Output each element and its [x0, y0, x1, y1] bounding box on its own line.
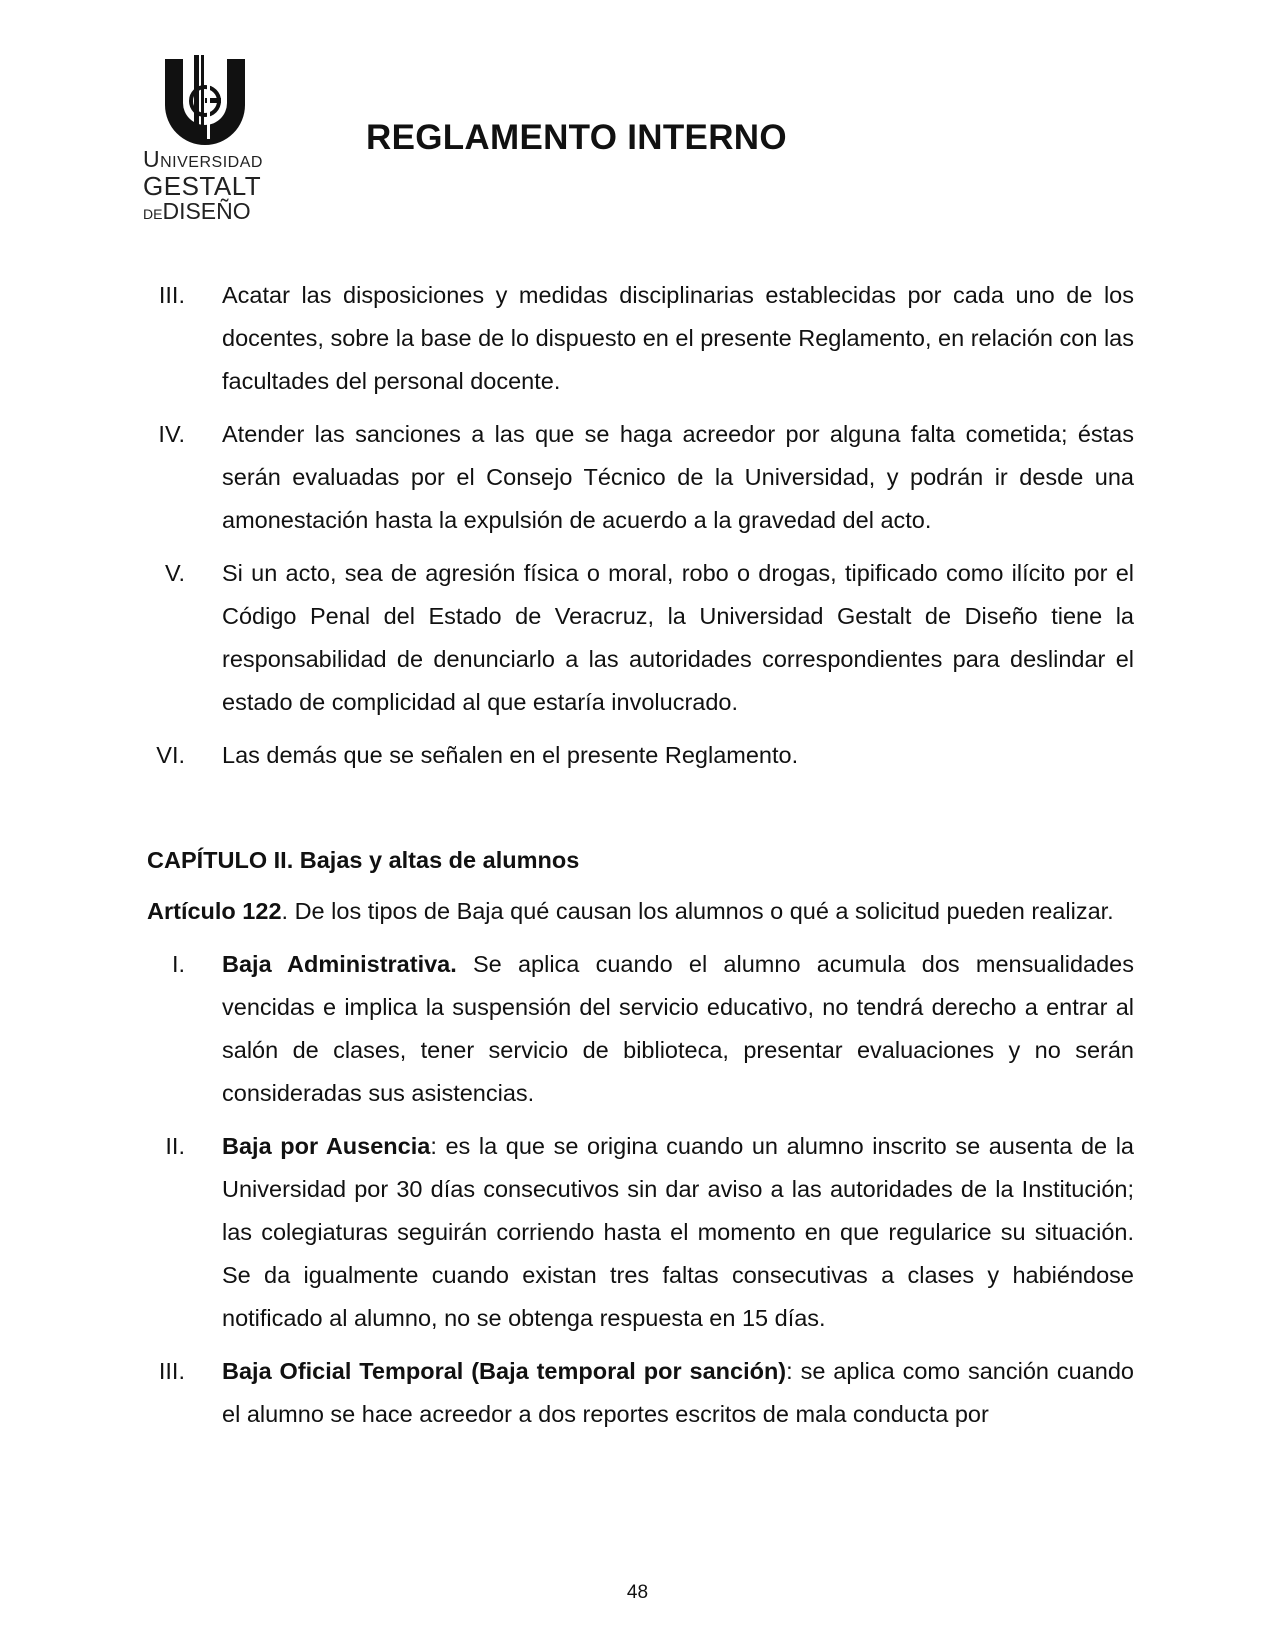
list-item-text: Se aplica cuando el alumno acumula dos mensualidades vencidas e implica la suspensión del servicio educativo, no tendrá derecho a entrar al salón de clases, tener servicio de biblioteca, presentar evaluaciones y no serán consideradas sus asistencias.	[222, 951, 1134, 1106]
article-label: Artículo 122	[147, 898, 282, 924]
list-item-text: Acatar las disposiciones y medidas disciplinarias establecidas por cada uno de los docentes, sobre la base de lo dispuesto en el presente Reglamento, en relación con las facultades del personal docente.	[222, 282, 1134, 394]
list-item-text: : es la que se origina cuando un alumno inscrito se ausenta de la Universidad por 30 días consecutivos sin dar aviso a las autoridades de la Institución; las colegiaturas seguirán corriendo hasta el momento en que regularice su situación. Se da igualmente cuando existan tres faltas consecutivas a clases y habiéndose notificado al alumno, no se obtenga respuesta en 15 días.	[222, 1133, 1135, 1331]
list-item-number: III.	[158, 282, 185, 308]
document-title: REGLAMENTO INTERNO	[366, 118, 787, 157]
logo-text-gestalt: GESTALT	[143, 171, 262, 201]
page-number: 48	[626, 1582, 649, 1603]
list-item-text: Atender las sanciones a las que se haga acreedor por alguna falta cometida; éstas serán evaluadas por el Consejo Técnico de la Universidad, y podrán ir desde una amonestación hasta la expulsión de acuerdo a la gravedad del acto.	[222, 421, 1134, 533]
page-content	[147, 274, 1134, 1446]
list-item	[147, 734, 1134, 777]
list-item-text: Si un acto, sea de agresión física o moral, robo o drogas, tipificado como ilícito por el Código Penal del Estado de Veracruz, la Universidad Gestalt de Diseño tiene la responsabilidad de denunciarlo a las autoridades correspondientes para deslindar el estado de complicidad al que estaría involucrado.	[222, 560, 1134, 715]
article-text: . De los tipos de Baja qué causan los alumnos o qué a solicitud pueden realizar.	[281, 898, 1114, 924]
list-item	[147, 552, 1134, 724]
logo-text-university: NIVERSIDAD	[160, 154, 263, 171]
list-item	[147, 943, 1134, 1115]
list-item	[147, 1350, 1134, 1436]
list-item	[147, 274, 1134, 403]
page-header	[0, 0, 1275, 240]
list-item	[147, 413, 1134, 542]
list-item-number: II.	[165, 1133, 185, 1159]
list-item-text: Las demás que se señalen en el presente Reglamento.	[222, 742, 799, 768]
ug-emblem-icon	[161, 55, 249, 145]
list-item-number: VI.	[156, 742, 185, 768]
university-logo	[143, 55, 273, 230]
list-item-text: : se aplica como sanción cuando el alumno se hace acreedor a dos reportes escritos de mala conducta por	[222, 1358, 1134, 1427]
logo-text-diseno: DISEÑO	[162, 198, 251, 224]
logo-text-initial: U	[143, 146, 161, 172]
list-item	[147, 1125, 1134, 1340]
list-item-term: Baja por Ausencia	[222, 1133, 431, 1159]
list-item-term: Baja Oficial Temporal (Baja temporal por sanción)	[222, 1358, 787, 1384]
list-item-number: V.	[164, 560, 185, 586]
list-item-number: III.	[158, 1358, 185, 1384]
logo-text-de: DE	[143, 206, 163, 222]
list-item-number: I.	[171, 951, 185, 977]
chapter-heading: CAPÍTULO II. Bajas y altas de alumnos	[147, 847, 580, 873]
list-item-number: IV.	[158, 421, 185, 447]
list-item-term: Baja Administrativa.	[222, 951, 457, 977]
article-paragraph	[147, 890, 1134, 933]
